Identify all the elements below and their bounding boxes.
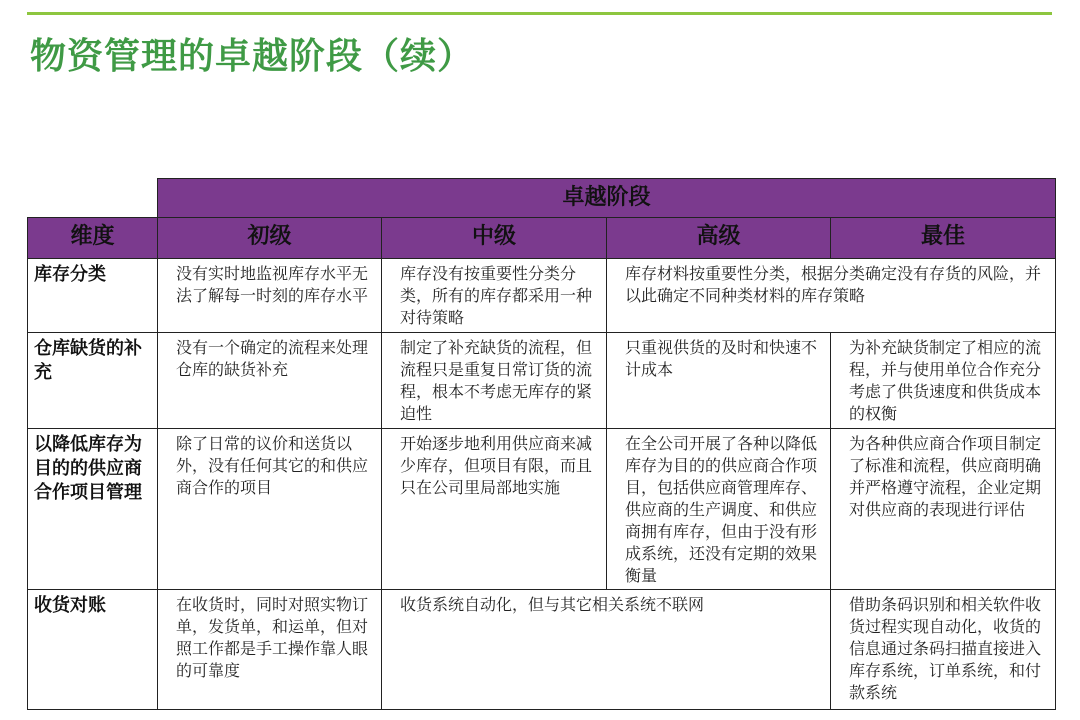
row-label: 以降低库存为目的的供应商合作项目管理 (28, 429, 158, 590)
row-label: 收货对账 (28, 590, 158, 710)
header-intermediate: 中级 (382, 218, 607, 259)
cell-basic: 没有一个确定的流程来处理仓库的缺货补充 (158, 333, 382, 429)
table-row (28, 259, 1056, 333)
header-dimension: 维度 (28, 218, 158, 259)
top-rule (27, 12, 1052, 15)
cell-intermediate: 制定了补充缺货的流程，但流程只是重复日常订货的流程，根本不考虑无库存的紧迫性 (382, 333, 607, 429)
cell-intermediate: 库存没有按重要性分类分类，所有的库存都采用一种对待策略 (382, 259, 607, 333)
header-advanced: 高级 (607, 218, 831, 259)
cell-basic: 没有实时地监视库存水平无法了解每一时刻的库存水平 (158, 259, 382, 333)
table-row (28, 429, 1056, 590)
cell-intermediate: 开始逐步地利用供应商来减少库存，但项目有限，而且只在公司里局部地实施 (382, 429, 607, 590)
maturity-table (27, 178, 1056, 710)
header-basic: 初级 (158, 218, 382, 259)
row-label: 仓库缺货的补充 (28, 333, 158, 429)
cell-intermediate-advanced: 收货系统自动化，但与其它相关系统不联网 (382, 590, 831, 710)
table-row (28, 590, 1056, 710)
header-best: 最佳 (831, 218, 1056, 259)
cell-advanced: 只重视供货的及时和快速不计成本 (607, 333, 831, 429)
header-blank-cell (28, 179, 158, 218)
cell-basic: 除了日常的议价和送货以外，没有任何其它的和供应商合作的项目 (158, 429, 382, 590)
row-label: 库存分类 (28, 259, 158, 333)
cell-best: 为各种供应商合作项目制定了标准和流程，供应商明确并严格遵守流程，企业定期对供应商的表现进行评估 (831, 429, 1056, 590)
cell-best: 借助条码识别和相关软件收货过程实现自动化，收货的信息通过条码扫描直接进入库存系统，订单系统，和付款系统 (831, 590, 1056, 710)
header-excellence-stage: 卓越阶段 (158, 179, 1056, 218)
cell-advanced: 在全公司开展了各种以降低库存为目的的供应商合作项目，包括供应商管理库存、供应商的生产调度、和供应商拥有库存，但由于没有形成系统，还没有定期的效果衡量 (607, 429, 831, 590)
page-title: 物资管理的卓越阶段（续） (30, 36, 475, 77)
table-row (28, 333, 1056, 429)
cell-best: 为补充缺货制定了相应的流程，并与使用单位合作充分考虑了供货速度和供货成本的权衡 (831, 333, 1056, 429)
cell-basic: 在收货时，同时对照实物订单，发货单，和运单，但对照工作都是手工操作靠人眼的可靠度 (158, 590, 382, 710)
cell-advanced-best: 库存材料按重要性分类，根据分类确定没有存货的风险，并以此确定不同种类材料的库存策略 (607, 259, 1056, 333)
